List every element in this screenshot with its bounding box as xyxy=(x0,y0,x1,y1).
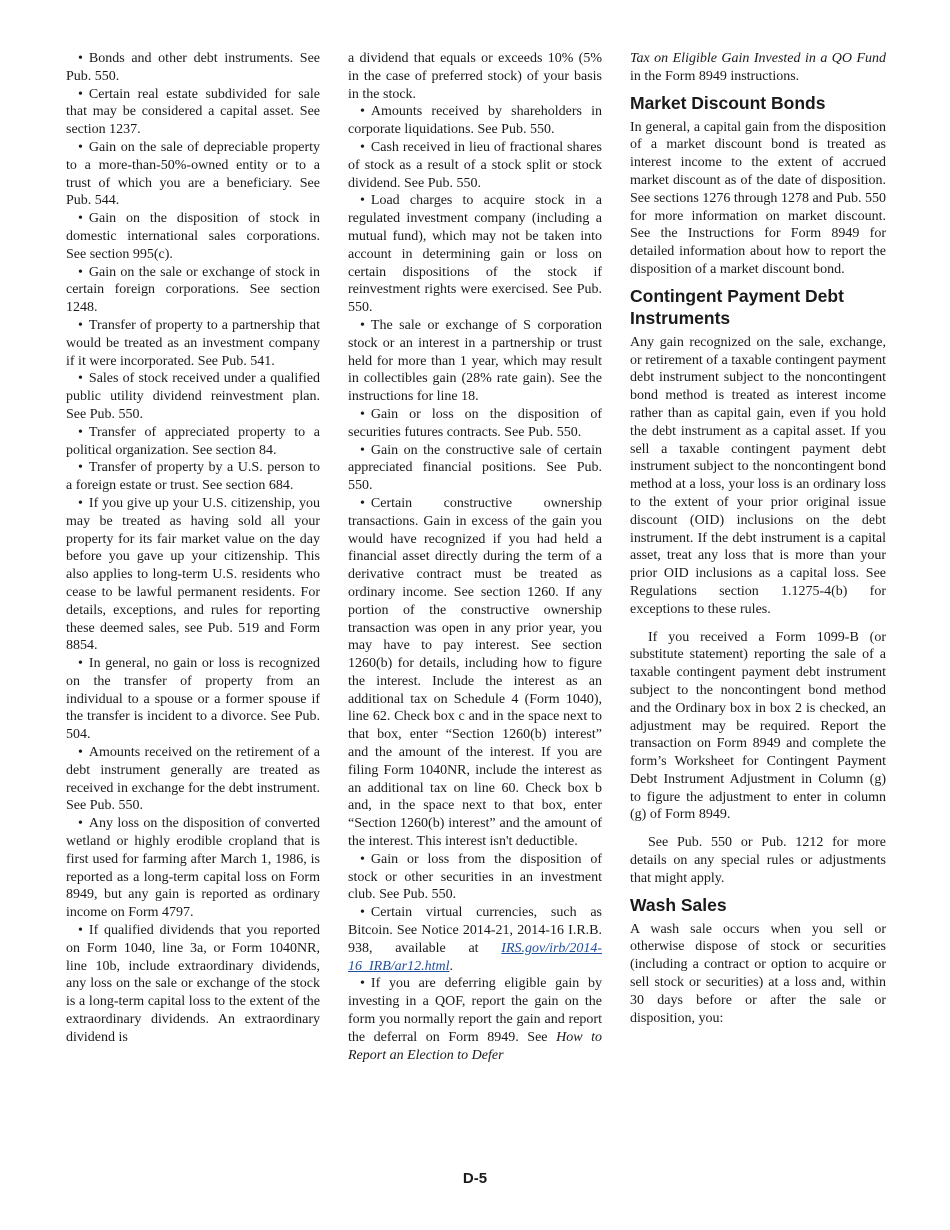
bullet-investment-club: • Gain or loss from the disposition of stock or other securities in an investment club. See Pub. 550. xyxy=(348,851,602,904)
heading-wash-sales: Wash Sales xyxy=(630,894,727,915)
bullet-load-charges: • Load charges to acquire stock in a regulated investment company (including a mutual fund), which may not be taken into account in determining gain or loss on certain dispositions of the stock if reinvestment rights were exercised. See Pub. 550. xyxy=(348,192,602,317)
contingent-paragraph-2: If you received a Form 1099-B (or substitute statement) reporting the sale of a taxable contingent payment debt instrument subject to the noncontingent bond method and the Ordinary box in box 2 is checked, an adjustment may be required. Report the transaction on Form 8949 and complete the form’s Worksheet for Contingent Payment Debt Instrument Adjustment in Column (g) to figure the adjustment to enter in column (g) of Form 8949. xyxy=(630,629,886,823)
bullet-virtual-currencies xyxy=(348,904,602,975)
bullet-utility-reinvestment: • Sales of stock received under a qualified public utility dividend reinvestment plan. See Pub. 550. xyxy=(66,370,320,423)
irb-link[interactable]: IRS.gov/irb/2014-16_IRB/ar12.html xyxy=(348,940,602,974)
bullet-constructive-ownership: • Certain constructive ownership transactions. Gain in excess of the gain you would have recognized if you had held a financial asset directly during the term of a derivative contract must be treated as ordinary income. See section 1260. If any portion of the constructive ownership transaction was open in any prior year, you may have to pay interest. See section 1260(b) for details, including how to figure the interest. Include the interest as an additional tax on Schedule 4 (Form 1040), line 62. Check box c and in the space next to that box, enter “Section 1260(b) interest” and the amount of the interest. If you are filing Form 1040NR, include the interest as an additional tax on line 60. Check box b and, in the space next to that box, enter “Section 1260(b) interest” and the amount of the interest. This interest isn't deductible. xyxy=(348,495,602,851)
bullet-debt-retirement: • Amounts received on the retirement of a debt instrument generally are treated as received in exchange for the debt instrument. See Pub. 550. xyxy=(66,744,320,815)
bullet-qualified-dividends: • If qualified dividends that you reported on Form 1040, line 3a, or Form 1040NR, line 10b, include extraordinary dividends, any loss on the sale or exchange of the stock is a long-term capital loss to the extent of the extraordinary dividends. An extraordinary dividend is xyxy=(66,922,320,1047)
qof-continuation-text: in the Form 8949 instructions. xyxy=(630,68,800,84)
bullet-constructive-sale: • Gain on the constructive sale of certain appreciated financial positions. See Pub. 550. xyxy=(348,442,602,495)
bullet-wetland: • Any loss on the disposition of converted wetland or highly erodible cropland that is first used for farming after March 1, 1986, is reported as a long-term capital loss on Form 8949, but any gain is reported as ordinary income on Form 4797. xyxy=(66,815,320,922)
bullet-securities-futures: • Gain or loss on the disposition of securities futures contracts. See Pub. 550. xyxy=(348,406,602,442)
qof-text: If you are deferring eligible gain by investing in a QOF, report the gain on the form you normally report the gain and report the deferral on Form 8949. See xyxy=(348,976,602,1045)
qof-continuation xyxy=(630,50,886,86)
bullet-real-estate: • Certain real estate subdivided for sale that may be considered a capital asset. See section 1237. xyxy=(66,86,320,139)
contingent-paragraph-1: Any gain recognized on the sale, exchange, or retirement of a taxable contingent payment debt instrument subject to the noncontingent bond method is treated as interest income rather than as capital gain, even if you hold the debt instrument as a capital asset. If you sell a taxable contingent payment debt instrument subject to the noncontingent bond method at a loss, your loss is an ordinary loss to the extent of your prior original issue discount (OID) inclusions on the debt instrument. If the debt instrument is a capital asset, treat any loss that is more than your prior OID inclusions as a capital loss. See Regulations section 1.1275-4(b) for exceptions to these rules. xyxy=(630,334,886,617)
contingent-paragraph-3: See Pub. 550 or Pub. 1212 for more details on any special rules or adjustments that might apply. xyxy=(630,835,886,886)
qof-continuation-italic: Tax on Eligible Gain Invested in a QO Fund xyxy=(630,51,886,66)
bullet-foreign-estate: • Transfer of property by a U.S. person to a foreign estate or trust. See section 684. xyxy=(66,459,320,495)
heading-contingent-payment: Contingent Payment Debt Instruments xyxy=(630,285,844,328)
virtual-currency-text: Certain virtual currencies, such as Bitcoin. See Notice 2014-21, 2014-16 I.R.B. 938, available at xyxy=(348,905,602,956)
bullet-bonds: • Bonds and other debt instruments. See Pub. 550. xyxy=(66,50,320,86)
market-discount-text: In general, a capital gain from the disposition of a market discount bond is treated as interest income to the extent of accrued market discount as of the date of disposition. See sections 1276 through 1278 and Pub. 550 for more information on market discount. See the Instructions for Form 8949 for detailed information about how to report the disposition of a market discount bond. xyxy=(630,119,886,277)
bullet-depreciable-property: • Gain on the sale of depreciable property to a more-than-50%-owned entity or to a trust of which you are a beneficiary. See Pub. 544. xyxy=(66,139,320,210)
bullet-fractional-shares: • Cash received in lieu of fractional shares of stock as a result of a stock split or stock dividend. See Pub. 550. xyxy=(348,139,602,192)
bullet-qof xyxy=(348,975,602,1064)
page-number: D-5 xyxy=(462,1170,488,1187)
bullet-citizenship: • If you give up your U.S. citizenship, you may be treated as having sold all your property for its fair market value on the day before you gave up your citizenship. This also applies to long-term U.S. residents who cease to be lawful permanent residents. For details, exceptions, and rules for reporting these deemed sales, see Pub. 519 and Form 8854. xyxy=(66,495,320,655)
bullet-disc-stock: • Gain on the disposition of stock in domestic international sales corporations. See section 995(c). xyxy=(66,210,320,263)
bullet-liquidations: • Amounts received by shareholders in corporate liquidations. See Pub. 550. xyxy=(348,103,602,139)
column-3 xyxy=(630,50,886,1027)
bullet-partnership-transfer: • Transfer of property to a partnership that would be treated as an investment company if it were incorporated. See Pub. 541. xyxy=(66,317,320,370)
qof-italic: How to Report an Election to Defer xyxy=(348,1029,602,1063)
heading-market-discount-bonds: Market Discount Bonds xyxy=(630,92,826,113)
bullet-spouse-transfer: • In general, no gain or loss is recognized on the transfer of property from an individual to a spouse or a former spouse if the transfer is incident to a divorce. See Pub. 504. xyxy=(66,655,320,744)
dividend-continuation: a dividend that equals or exceeds 10% (5% in the case of preferred stock) of your basis in the stock. xyxy=(348,51,602,102)
bullet-s-corporation: • The sale or exchange of S corporation stock or an interest in a partnership or trust held for more than 1 year, which may result in collectibles gain (28% rate gain). See the instructions for line 18. xyxy=(348,317,602,406)
column-1 xyxy=(66,50,320,1047)
bullet-political-organization: • Transfer of appreciated property to a political organization. See section 84. xyxy=(66,424,320,460)
column-2 xyxy=(348,50,602,1064)
bullet-foreign-corporations: • Gain on the sale or exchange of stock in certain foreign corporations. See section 1248. xyxy=(66,264,320,317)
wash-sales-text: A wash sale occurs when you sell or otherwise dispose of stock or securities (including a contract or option to acquire or sell stock or securities) at a loss and, within 30 days before or after the sale or disposition, you: xyxy=(630,921,886,1026)
virtual-currency-after: . xyxy=(449,958,453,974)
